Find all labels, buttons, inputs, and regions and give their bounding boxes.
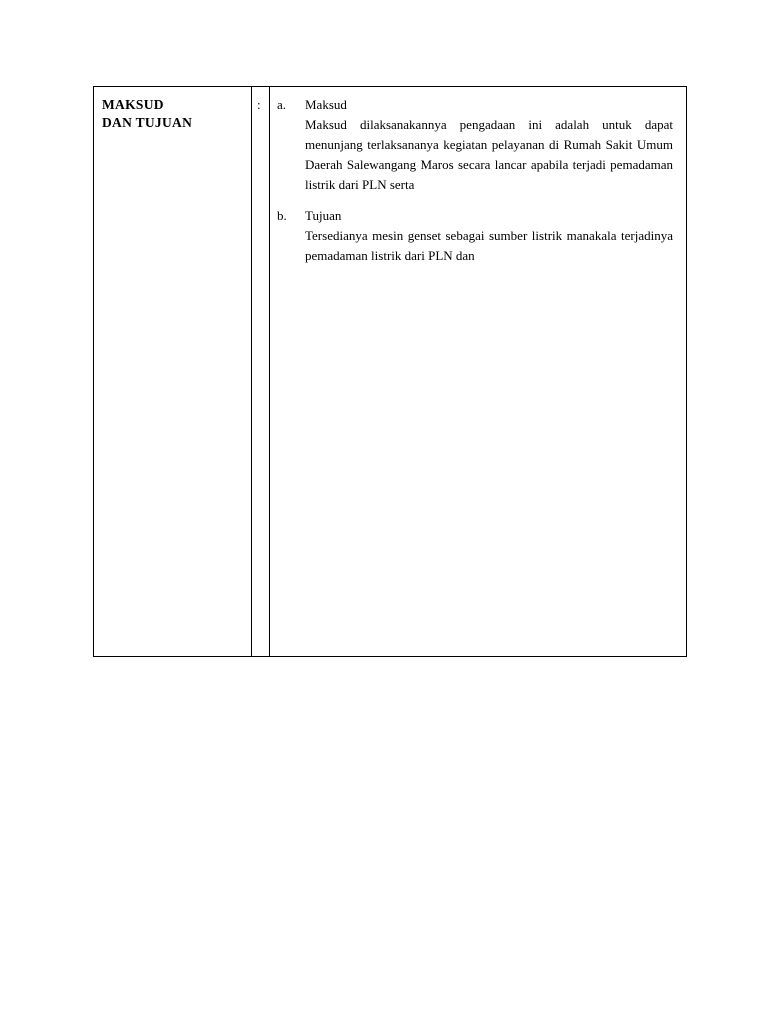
item-text: Maksud dilaksanakannya pengadaan ini adalah untuk dapat menunjang terlaksananya kegiatan pelayanan di Rumah Sakit Umum Daerah Salewangang Maros secara lancar apabila terjadi pemadaman listrik dari PLN serta: [305, 117, 673, 192]
heading-line-2: DAN TUJUAN: [102, 115, 193, 130]
item-body: [305, 206, 673, 266]
heading-line-1: MAKSUD: [102, 97, 164, 112]
colon-separator: :: [257, 97, 261, 112]
item-marker: b.: [277, 208, 287, 223]
column-divider-left: [251, 87, 252, 656]
item-maksud: [277, 95, 673, 195]
item-text: Tersedianya mesin genset sebagai sumber listrik manakala terjadinya pemadaman listrik dari PLN dan: [305, 228, 673, 263]
column-divider-right: [269, 87, 270, 656]
document-table: [93, 86, 687, 657]
section-heading: [102, 96, 192, 132]
item-title: Maksud: [305, 97, 347, 112]
item-marker: a.: [277, 97, 287, 112]
item-title: Tujuan: [305, 208, 342, 223]
item-tujuan: [277, 206, 673, 266]
item-body: [305, 95, 673, 195]
